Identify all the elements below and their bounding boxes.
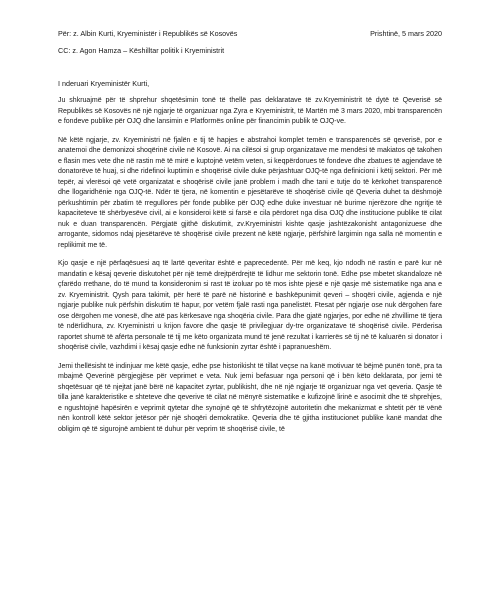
body-paragraph: Kjo qasje e një përfaqësuesi aq të lartë qeveritar është e paprecedentë. Për më keq, kjo ndodh në rastin e parë kur në mandatin e kësaj qeverie diskutohet për një temë drejtpërdrejtë të lidhur me sektorin tonë. Edhe pse mbetet skandaloze në çfarëdo rrethane, do të mund ta konsideronim si rast të izoluar po të mos ishte pjesë e një qasje më sistematike nga ana e zv. Kryeministrit. Qysh para takimit, për herë të parë në historinë e bashkëpunimit qeveri – shoqëri civile, agjenda e një ngjarje publike nuk përfshin diskutim të hapur, por vetëm fjalë rasti nga panelistët. Ftesat për ngjarje ose nuk dërgohen fare ose dërgohen me vonesë, dhe atë pas kërkesave nga shoqëria civile. Para dhe gjatë ngjarjes, por edhe në zhvillime të tjera të ndërlidhura, zv. Kryeministri u krijon favore dhe qasje të privilegjuar dy-tre organizatave të shoqërisë civile. Përderisa raportet shumë të afërta personale të tij me këto organizata mund të jenë rezultat i karrierës së tij në të kaluarën si donator i shoqërisë civile, vazhdimi i kësaj qasje edhe në funksionin zyrtar është i papranueshëm. <box>58 260 442 351</box>
letter-body <box>58 96 442 443</box>
recipient-line <box>58 29 442 39</box>
recipient-text: Për: z. Albin Kurti, Kryeministër i Republikës së Kosovës <box>58 29 238 38</box>
body-paragraph: Në këtë ngjarje, zv. Kryeministri në fjalën e tij të hapjes e abstrahoi komplet temën e transparencës së qeverisë, por e anatemoi dhe demonizoi shoqërinë civile në Kosovë. Ai na cilësoi si grup organizatave me mendësi të makiatos që takohen e flasin mes vete dhe në rastin më të mirë e kuptojnë vetëm veten, si keqpërdorues të fondeve dhe zbatues të agjendave të donatorëve të huaj, si dhe ridefinoi kuptimin e shoqërisë civile duke përjashtuar OJQ-të nga definicioni i këtij sektori. Për më tepër, ai vlerësoi që vetë organizatat e shoqërisë civile janë problem i madh dhe tani e tutje do të kërkohet transparencë dhe llogaridhënie nga OJQ-të. Ndër të tjera, në komentin e pjesëtarëve të shoqërisë civile që Qeveria duhet ta dëshmojë përkushtimin për zbatim të rregullores për fonde publike për OJQ edhe duke investuar në burime njerëzore dhe ngritje të kapaciteteve të shërbyesëve civil, ai e konsideroi këtë si farsë e cila përdoret nga disa OJQ dhe institucione publike të cilat nuk e duan transparencën. Përgjatë gjithë diskutimit, zv.Kryeministri kishte qasje jashtëzakonisht antagonizuese dhe arrogante, sidomos ndaj pjesëtarëve të shoqërisë civile prezent në këtë ngjarje, përfshirë largimin nga salla në momentin e replikimit me të. <box>58 136 442 249</box>
body-paragraph: Jemi thellësisht të indinjuar me këtë qasje, edhe pse historikisht të tillat veçse na kanë motivuar të bëjmë punën tonë, pra ta mbajmë Qeverinë përgjegjëse për veprimet e veta. Nuk jemi befasuar nga personi që i bën këto deklarata, por jemi të shqetësuar që të njejtat janë bërë në kapacitet zyrtar, publikisht, dhe në një ngjarje të organizuar nga vet qeveria. Qasje të tilla janë karakteristike e shteteve dhe qeverive të cilat në mënyrë sistematike e kufizojnë lirinë e asocimit dhe të shprehjes, e ngushtojnë hapësirën e veprimit qytetar dhe synojnë që të shfrytëzojnë autoritetin dhe mekanizmat e shtetit për të vënë nën kontroll këtë sektor jetësor për një shoqëri demokratike. Qeveria dhe të gjitha institucionet publike kanë mandat dhe obligim që të sigurojnë ambient të duhur për veprim të shoqërisë civile, të <box>58 362 442 433</box>
cc-text: CC: z. Agon Hamza – Këshilltar politik i Kryeministrit <box>58 46 225 55</box>
place-date: Prishtinë, 5 mars 2020 <box>370 29 442 38</box>
body-paragraph: Ju shkruajmë për të shprehur shqetësimin tonë të thellë pas deklaratave të zv.Kryeministrit të dytë të Qeverisë së Republikës së Kosovës në një ngjarje të organizuar nga Zyra e Kryeministrit, të Martën më 3 mars 2020, mbi transparencën e fondeve publike për OJQ dhe lansimin e Platformës online për financimin publik të OJQ-ve. <box>58 97 442 125</box>
salutation: I nderuari Kryeministër Kurti, <box>58 79 150 88</box>
cc-line <box>58 46 442 56</box>
